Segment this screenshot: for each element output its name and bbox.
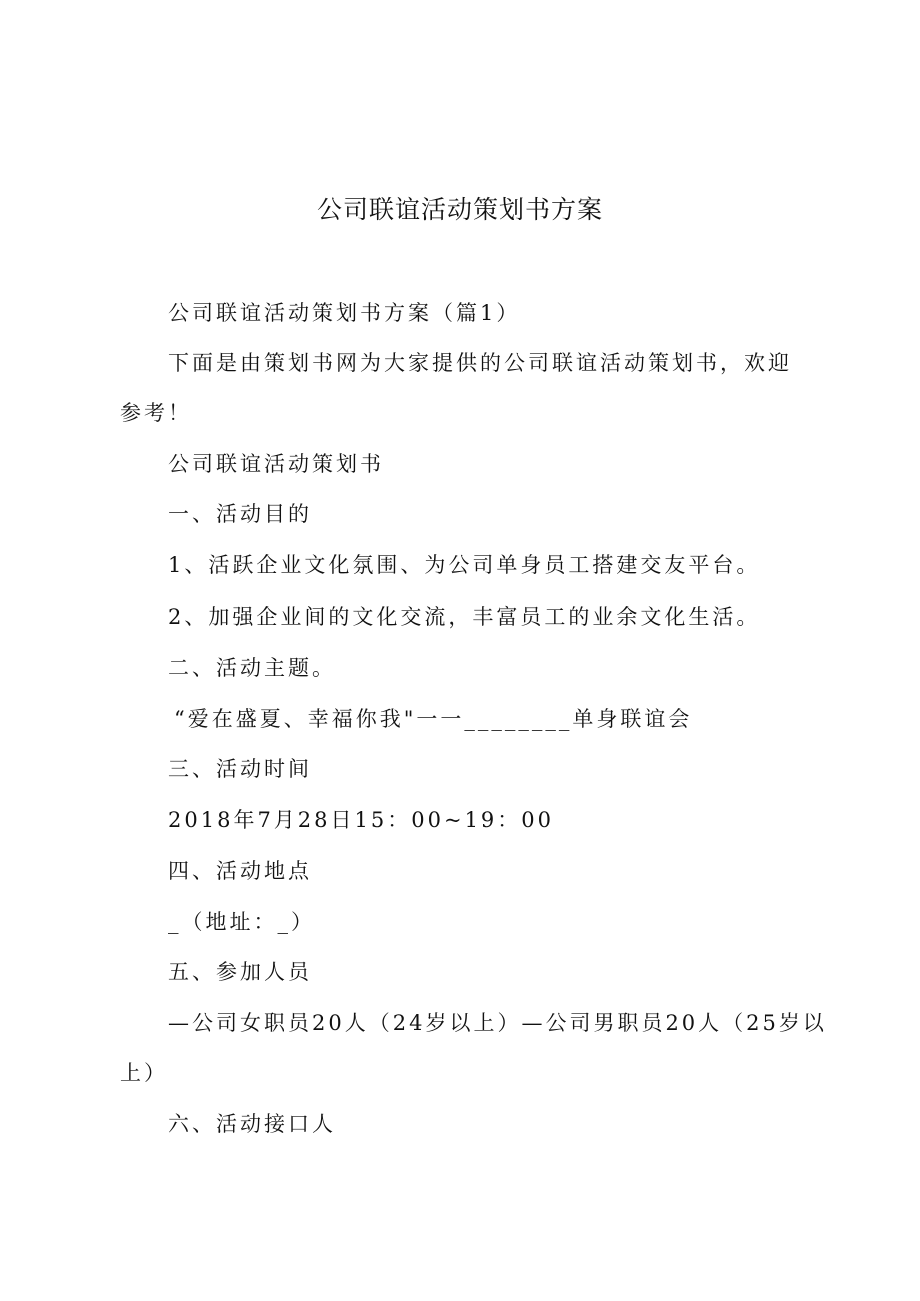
time-text: 2018年7月28日15：00~19：00 — [168, 808, 555, 832]
theme-text: “爱在盛夏、幸福你我"一一________单身联谊会 — [174, 707, 693, 731]
heading-location: 四、活动地点 — [168, 859, 312, 883]
participants-line-2: 上） — [120, 1061, 168, 1085]
heading-theme: 二、活动主题。 — [168, 656, 336, 680]
purpose-item-1: 1、活跃企业文化氛围、为公司单身员工搭建交友平台。 — [168, 553, 761, 577]
plan-title: 公司联谊活动策划书 — [168, 452, 384, 476]
section-heading: 公司联谊活动策划书方案（篇1） — [168, 301, 521, 325]
participants-line-1: —公司女职员20人（24岁以上）—公司男职员20人（25岁以 — [168, 1011, 827, 1035]
heading-contact: 六、活动接口人 — [168, 1112, 336, 1136]
heading-participants: 五、参加人员 — [168, 960, 312, 984]
purpose-item-2: 2、加强企业间的文化交流，丰富员工的业余文化生活。 — [168, 605, 761, 629]
location-text: _（地址：_） — [168, 910, 315, 934]
document-title: 公司联谊活动策划书方案 — [316, 195, 603, 224]
heading-purpose: 一、活动目的 — [168, 502, 312, 526]
intro-paragraph-line-1: 下面是由策划书网为大家提供的公司联谊活动策划书，欢迎 — [168, 351, 792, 375]
heading-time: 三、活动时间 — [168, 757, 312, 781]
intro-paragraph-line-2: 参考！ — [120, 401, 192, 425]
